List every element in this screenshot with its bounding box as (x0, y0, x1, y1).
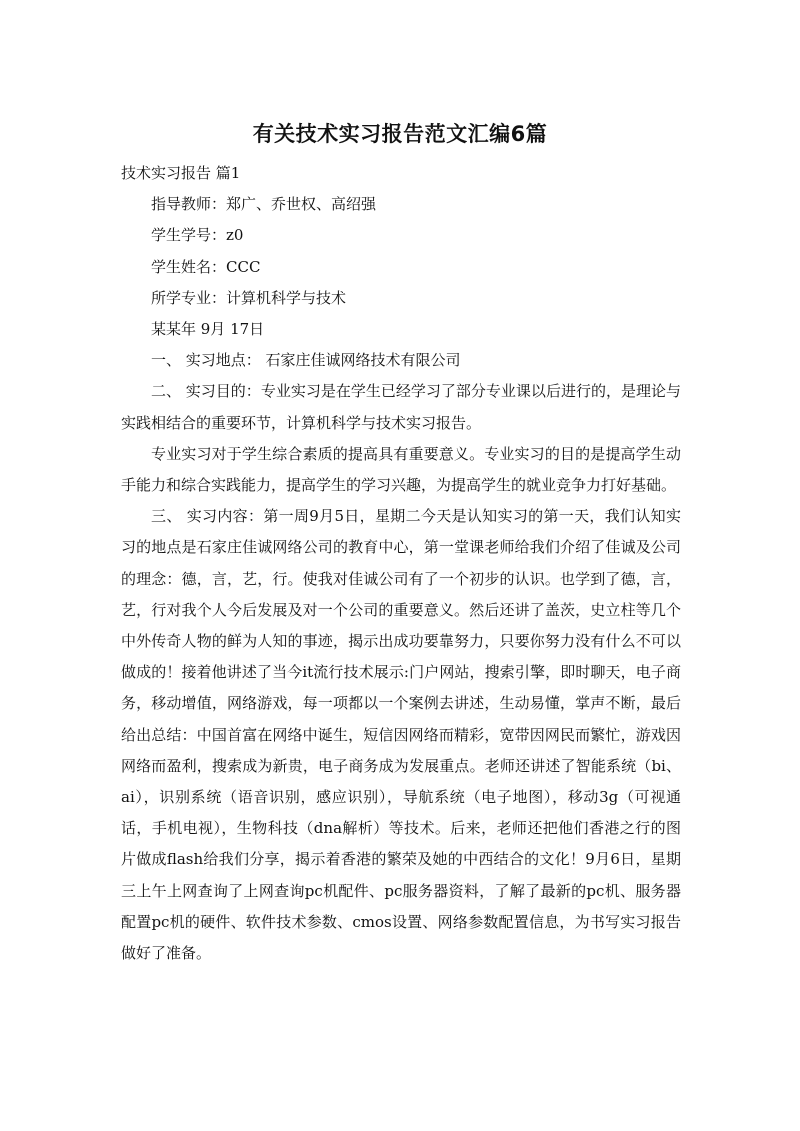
major-line: 所学专业：计算机科学与技术 (151, 288, 347, 307)
student-id-line: 学生学号：z0 (151, 226, 244, 245)
document-title: 有关技术实习报告范文汇编6篇 (252, 122, 548, 146)
student-name-line: 学生姓名：CCC (151, 257, 261, 276)
internship-significance-paragraph: 专业实习对于学生综合素质的提高具有重要意义。专业实习的目的是提高学生动手能力和综合实践能力，提高学生的学习兴趣，为提高学生的就业竞争力打好基础。 (121, 444, 681, 495)
date-line: 某某年 9月 17日 (151, 320, 265, 339)
section-heading: 技术实习报告 篇1 (121, 164, 241, 182)
document-body (121, 158, 681, 969)
instructor-line: 指导教师：郑广、乔世权、高绍强 (151, 195, 377, 214)
internship-content-paragraph: 三、 实习内容：第一周9月5日，星期二今天是认知实习的第一天，我们认知实习的地点是石家庄佳诚网络公司的教育中心，第一堂课老师给我们介绍了佳诚及公司的理念：德，言，艺，行。使我对佳诚公司有了一个初步的认识。也学到了德，言，艺，行对我个人今后发展及对一个公司的重要意义。然后还讲了盖茨，史立柱等几个中外传奇人物的鲜为人知的事迹，揭示出成功要靠努力，只要你努力没有什么不可以做成的！接着他讲述了当今it流行技术展示:门户网站，搜索引擎，即时聊天，电子商务，移动增值，网络游戏，每一项都以一个案例去讲述，生动易懂，掌声不断，最后给出总结：中国首富在网络中诞生，短信因网络而精彩，宽带因网民而繁忙，游戏因网络而盈利，搜索成为新贵，电子商务成为发展重点。老师还讲述了智能系统（bi、ai），识别系统（语音识别，感应识别），导航系统（电子地图），移动3g（可视通话，手机电视），生物科技（dna解析）等技术。后来，老师还把他们香港之行的图片做成flash给我们分享，揭示着香港的繁荣及她的中西结合的文化！9月6日，星期三上午上网查询了上网查询pc机配件、pc服务器资料，了解了最新的pc机、服务器配置pc机的硬件、软件技术参数、cmos设置、网络参数配置信息，为书写实习报告做好了准备。 (121, 507, 681, 963)
internship-location-line: 一、 实习地点： 石家庄佳诚网络技术有限公司 (151, 351, 461, 370)
internship-purpose-paragraph: 二、 实习目的：专业实习是在学生已经学习了部分专业课以后进行的，是理论与实践相结合的重要环节，计算机科学与技术实习报告。 (121, 382, 681, 432)
